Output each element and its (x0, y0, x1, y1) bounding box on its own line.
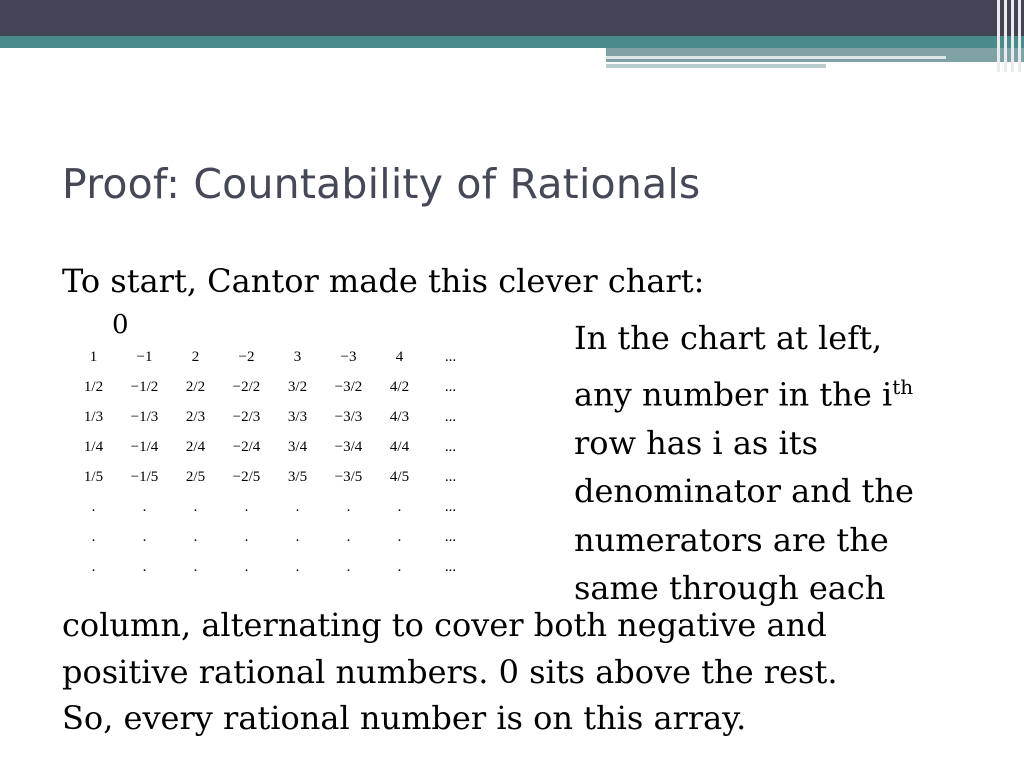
grid-cell: −1/2 (130, 378, 159, 395)
grid-cell: . (91, 498, 96, 515)
grid-cell: −3/3 (334, 408, 363, 425)
grid-cell: 1/5 (83, 468, 104, 485)
grid-cell: 2/2 (185, 378, 206, 395)
grid-cell: 3/3 (287, 408, 308, 425)
grid-cell: −1/3 (130, 408, 159, 425)
grid-cell: −3/2 (334, 378, 363, 395)
grid-zero: 0 (112, 310, 129, 340)
grid-cell: −2/2 (232, 378, 261, 395)
superscript-th: th (892, 374, 914, 399)
grid-cell: −2/5 (232, 468, 261, 485)
grid-cell: −1 (136, 348, 153, 365)
side-line: same through each (574, 569, 886, 608)
cantor-chart (68, 342, 476, 582)
grid-cell: ... (444, 348, 457, 365)
grid-cell: 2 (191, 348, 200, 365)
grid-cell: 4/2 (389, 378, 410, 395)
grid-cell: . (142, 558, 147, 575)
grid-cell: 1/3 (83, 408, 104, 425)
grid-cell: . (346, 558, 351, 575)
grid-row (68, 492, 476, 522)
grid-cell: 1 (89, 348, 98, 365)
grid-cell: . (91, 528, 96, 545)
header-edge-strips (994, 0, 1024, 72)
bottom-line: positive rational numbers. 0 sits above the rest. (62, 652, 838, 691)
grid-cell: ... (444, 498, 457, 515)
grid-cell: 4 (395, 348, 404, 365)
grid-cell: 2/4 (185, 438, 206, 455)
grid-cell: . (193, 498, 198, 515)
grid-cell: . (244, 498, 249, 515)
grid-cell: 3/4 (287, 438, 308, 455)
grid-cell: . (397, 498, 402, 515)
grid-cell: . (142, 528, 147, 545)
grid-row (68, 552, 476, 582)
grid-cell: −1/5 (130, 468, 159, 485)
header-thin-line-2 (606, 64, 826, 68)
grid-cell: 4/4 (389, 438, 410, 455)
grid-cell: 3/2 (287, 378, 308, 395)
grid-cell: ... (444, 408, 457, 425)
intro-text: To start, Cantor made this clever chart: (62, 262, 705, 300)
side-line: denominator and the (574, 472, 914, 511)
grid-cell: −2/3 (232, 408, 261, 425)
grid-row (68, 432, 476, 462)
grid-cell: ... (444, 438, 457, 455)
header-thin-line (606, 56, 946, 59)
grid-cell: 1/4 (83, 438, 104, 455)
grid-cell: 4/3 (389, 408, 410, 425)
side-explanation (574, 314, 914, 613)
grid-cell: . (193, 558, 198, 575)
side-line: row has i as its (574, 423, 818, 462)
grid-row (68, 462, 476, 492)
bottom-line: So, every rational number is on this array. (62, 699, 747, 737)
grid-cell: . (295, 558, 300, 575)
grid-cell: ... (444, 558, 457, 575)
grid-cell: . (346, 498, 351, 515)
grid-cell: 3 (293, 348, 302, 365)
grid-cell: . (346, 528, 351, 545)
grid-cell: . (142, 498, 147, 515)
grid-cell: −2 (238, 348, 255, 365)
grid-cell: . (295, 528, 300, 545)
bottom-explanation (62, 602, 837, 742)
grid-cell: 1/2 (83, 378, 104, 395)
grid-cell: −3/4 (334, 438, 363, 455)
grid-cell: −2/4 (232, 438, 261, 455)
header-accent-bar (606, 48, 1024, 62)
grid-row (68, 372, 476, 402)
grid-cell: . (295, 498, 300, 515)
grid-cell: ... (444, 528, 457, 545)
grid-cell: 4/5 (389, 468, 410, 485)
grid-cell: . (244, 558, 249, 575)
grid-cell: . (397, 528, 402, 545)
grid-row (68, 342, 476, 372)
grid-cell: 3/5 (287, 468, 308, 485)
slide-title: Proof: Countability of Rationals (62, 160, 701, 208)
side-line: numerators are the (574, 520, 889, 559)
grid-cell: . (397, 558, 402, 575)
grid-row (68, 402, 476, 432)
grid-cell: −1/4 (130, 438, 159, 455)
grid-cell: . (91, 558, 96, 575)
side-line: any number in the i (574, 375, 893, 414)
grid-cell: −3 (340, 348, 357, 365)
grid-cell: ... (444, 468, 457, 485)
header-teal-bar (0, 36, 1024, 48)
grid-cell: ... (444, 378, 457, 395)
bottom-line: column, alternating to cover both negative and (62, 606, 827, 644)
grid-cell: . (193, 528, 198, 545)
grid-cell: 2/5 (185, 468, 206, 485)
grid-cell: 2/3 (185, 408, 206, 425)
grid-row (68, 522, 476, 552)
grid-cell: −3/5 (334, 468, 363, 485)
side-line: In the chart at left, (574, 319, 883, 357)
header-dark-bar (0, 0, 1024, 36)
grid-cell: . (244, 528, 249, 545)
